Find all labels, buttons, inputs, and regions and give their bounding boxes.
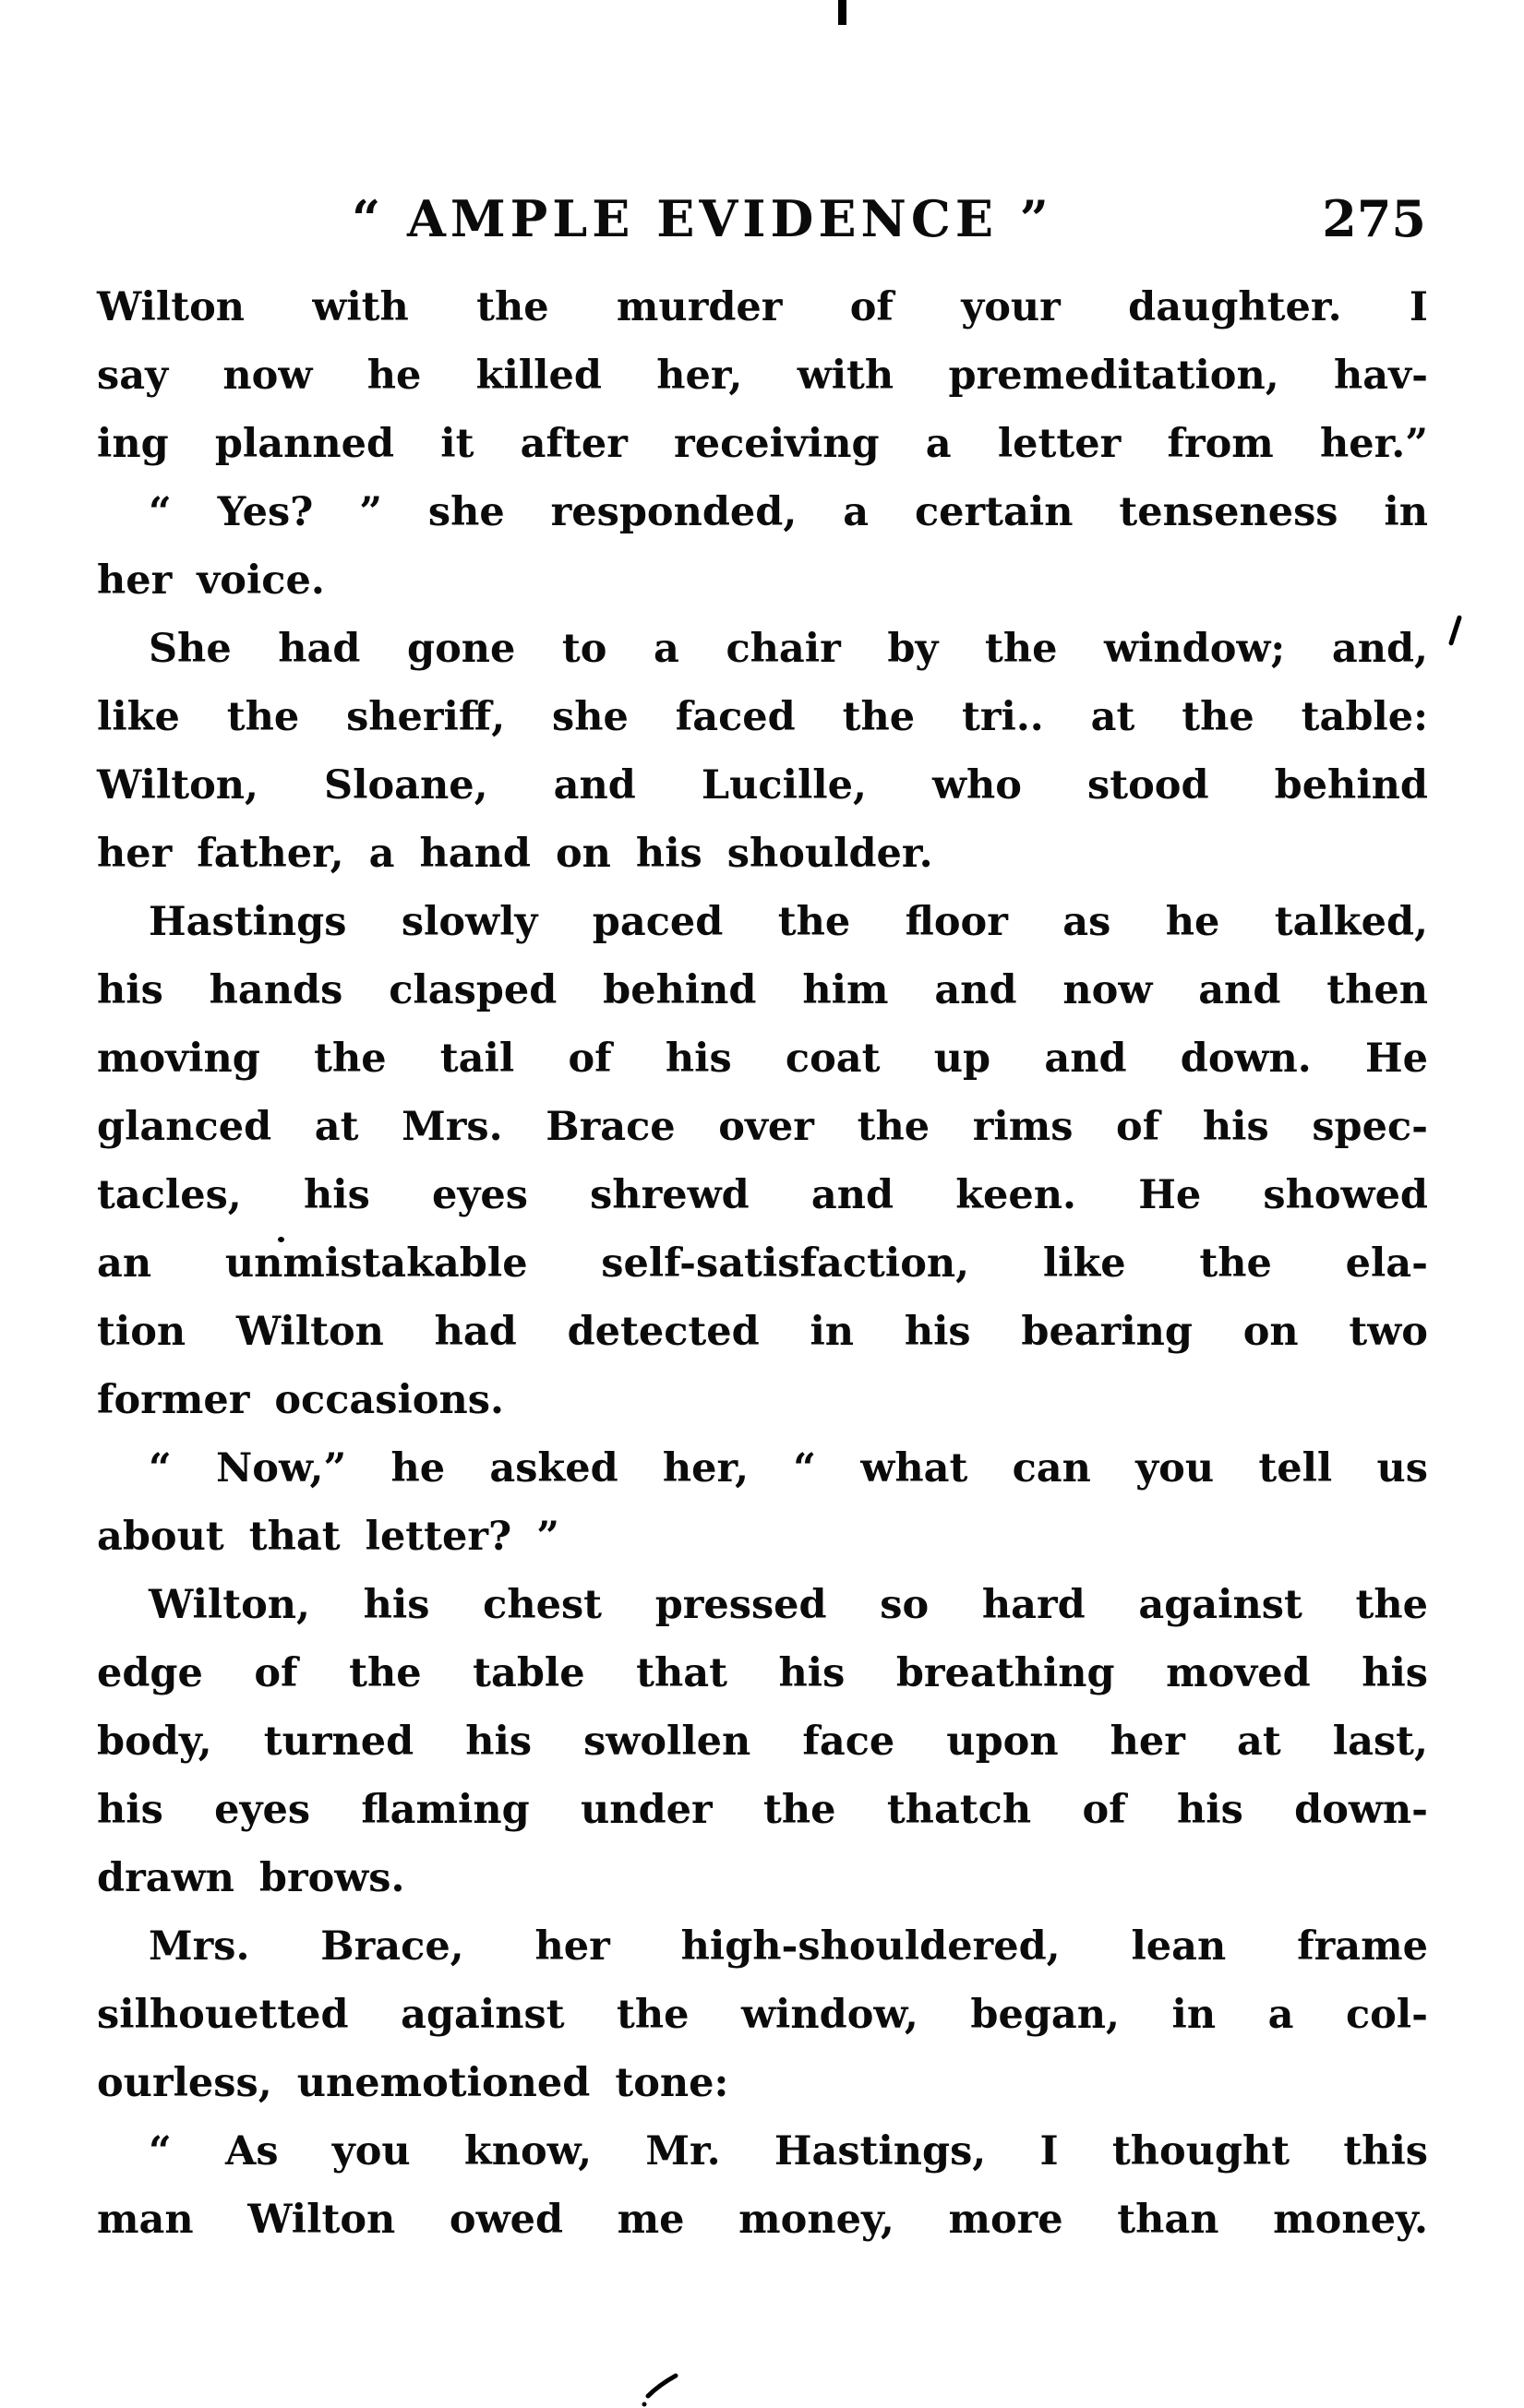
text-line: tion Wilton had detected in his bearing on two [97, 1309, 1428, 1355]
ink-artifact-bottom [635, 2365, 681, 2408]
paragraph [97, 478, 1428, 615]
text-line: say now he killed her, with premeditation, hav- [97, 353, 1428, 399]
text-line: Wilton, Sloane, and Lucille, who stood behind [97, 762, 1428, 809]
text-line: glanced at Mrs. Brace over the rims of his spec- [97, 1104, 1428, 1150]
text-line: drawn brows. [97, 1855, 405, 1901]
text-line: an unmistakable self-satisfaction, like the ela- [97, 1240, 1428, 1287]
text-line: her voice. [97, 557, 325, 604]
text-line: tacles, his eyes shrewd and keen. He showed [97, 1172, 1428, 1218]
ink-artifact-right-margin [1448, 615, 1462, 646]
paragraph [97, 1912, 1428, 2117]
paragraph [97, 1571, 1428, 1912]
text-line: moving the tail of his coat up and down. He [97, 1036, 1428, 1082]
text-line: silhouetted against the window, began, in a col- [97, 1992, 1428, 2038]
text-line: about that letter? ” [97, 1514, 559, 1560]
paragraph [97, 888, 1428, 1434]
text-line: Mrs. Brace, her high-shouldered, lean frame [149, 1923, 1428, 1970]
text-line: “ Yes? ” she responded, a certain tenseness in [149, 489, 1428, 535]
text-line: former occasions. [97, 1377, 504, 1423]
text-line: her father, a hand on his shoulder. [97, 831, 933, 877]
text-line: Wilton, his chest pressed so hard against the [149, 1582, 1428, 1628]
text-line: his eyes flaming under the thatch of his down- [97, 1787, 1428, 1833]
ink-artifact-top [838, 0, 846, 25]
text-line: edge of the table that his breathing moved his [97, 1650, 1428, 1696]
text-line: like the sheriff, she faced the tri.. at the table: [97, 694, 1428, 740]
text-line: “ Now,” he asked her, “ what can you tell us [149, 1445, 1428, 1492]
text-line: his hands clasped behind him and now and then [97, 967, 1428, 1013]
text-line: Wilton with the murder of your daughter. I [97, 284, 1428, 330]
text-column [97, 273, 1428, 2254]
text-line: ing planned it after receiving a letter from her.” [97, 421, 1428, 467]
paragraph [97, 615, 1428, 888]
running-header [97, 189, 1428, 263]
text-line: ourless, unemotioned tone: [97, 2060, 729, 2106]
paragraph [97, 273, 1428, 478]
paragraph [97, 1434, 1428, 1571]
text-line: body, turned his swollen face upon her at last, [97, 1719, 1428, 1765]
page-number: 275 [1322, 189, 1426, 248]
chapter-title: “ AMPLE EVIDENCE ” [352, 189, 1053, 248]
text-line: She had gone to a chair by the window; and, [149, 626, 1428, 672]
paragraph [97, 2117, 1428, 2254]
text-line: man Wilton owed me money, more than money. [97, 2197, 1428, 2243]
text-line: Hastings slowly paced the floor as he talked, [149, 899, 1428, 945]
text-line: “ As you know, Mr. Hastings, I thought this [149, 2128, 1428, 2174]
